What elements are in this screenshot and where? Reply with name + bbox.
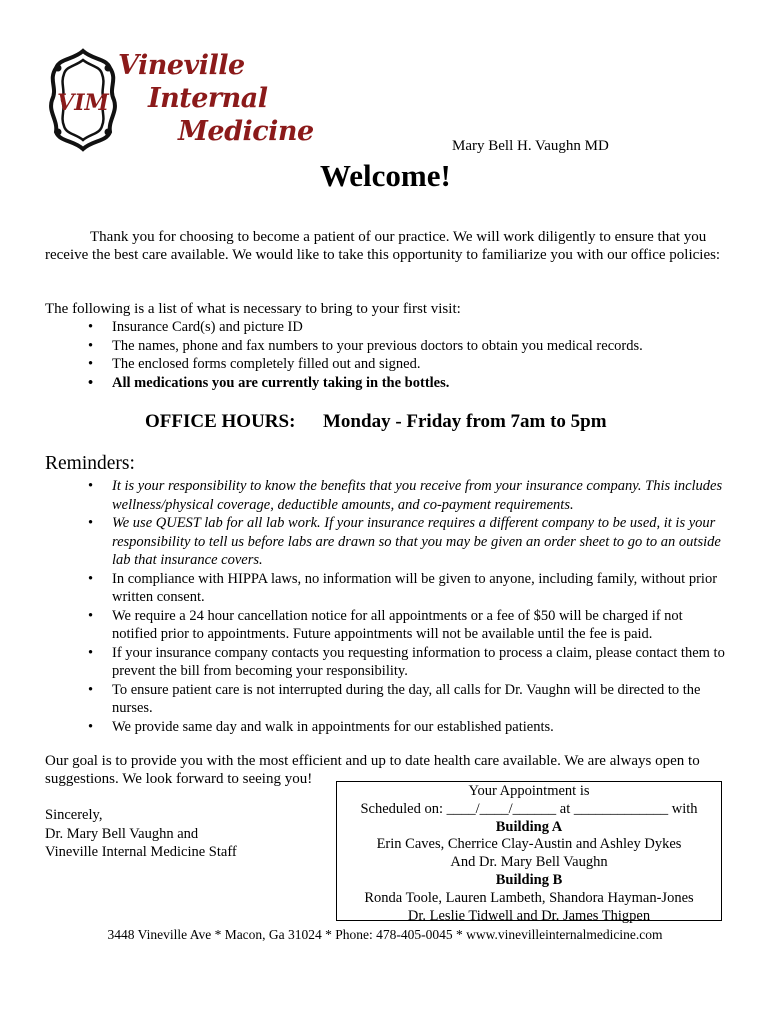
list-item: • We use QUEST lab for all lab work. If your insurance requires a different company to be used, it is your responsibility to tell us before labs are drawn so that you may be given an order sheet to go to an outside lab that insurance covers. [45, 514, 725, 570]
building-b-heading: Building B [495, 871, 563, 888]
appointment-box [336, 781, 722, 924]
signature-staff: Vineville Internal Medicine Staff [45, 844, 237, 860]
first-visit-intro: The following is a list of what is necessary to bring to your first visit: [45, 301, 461, 317]
list-item: • We provide same day and walk in appointments for our established patients. [45, 718, 725, 737]
footer-address: 3448 Vineville Ave * Macon, Ga 31024 * Phone: 478-405-0045 * www.vinevilleinternalmedicine.com [107, 927, 663, 942]
building-a-heading: Building A [495, 818, 563, 835]
logo-line-medicine: Medicine [178, 116, 314, 147]
appointment-scheduled-field[interactable]: Scheduled on: ____/____/______ at _____________ with [360, 800, 698, 817]
goal-paragraph: Our goal is to provide you with the most efficient and up to date health care available. We are always open to suggestions. We look forward to seeing you! [45, 753, 700, 787]
list-item: • All medications you are currently taking in the bottles. [45, 374, 725, 393]
intro-paragraph [45, 228, 725, 264]
vineville-logo-emblem [48, 48, 118, 152]
office-hours-value: Monday - Friday from 7am to 5pm [323, 411, 607, 432]
logo-monogram: VIM [57, 90, 109, 116]
list-item: • In compliance with HIPPA laws, no information will be given to anyone, including family, without prior written consent. [45, 570, 725, 607]
list-item: • It is your responsibility to know the benefits that you receive from your insurance company. This includes wellness/physical coverage, deductible amounts, and co-payment requirements. [45, 477, 725, 514]
building-a-staff: Erin Caves, Cherrice Clay-Austin and Ashley Dykes [376, 836, 682, 853]
signature-closing: Sincerely, [45, 807, 103, 823]
welcome-heading: Welcome! [320, 158, 451, 193]
office-hours [145, 411, 607, 433]
reminders-list [45, 477, 725, 736]
office-hours-label: OFFICE HOURS: [145, 411, 296, 432]
logo-line-vineville: Vineville [118, 50, 245, 81]
list-item: • The enclosed forms completely filled out and signed. [45, 355, 725, 374]
list-item: • If your insurance company contacts you requesting information to process a claim, please contact them to prevent the bill from becoming your responsibility. [45, 644, 725, 681]
list-item: • We require a 24 hour cancellation notice for all appointments or a fee of $50 will be charged if not notified prior to appointments. Future appointments will not be available until the fee is paid. [45, 607, 725, 644]
appointment-title: Your Appointment is [468, 783, 590, 799]
list-item: • To ensure patient care is not interrupted during the day, all calls for Dr. Vaughn will be directed to the nurses. [45, 681, 725, 718]
doctor-name: Mary Bell H. Vaughn MD [452, 138, 609, 154]
building-b-staff: Ronda Toole, Lauren Lambeth, Shandora Hayman-Jones [364, 889, 694, 906]
logo-line-internal: Internal [148, 83, 268, 114]
list-item: • Insurance Card(s) and picture ID [45, 318, 725, 337]
reminders-heading: Reminders: [45, 453, 135, 474]
signature-block [45, 806, 237, 862]
first-visit-list [45, 318, 725, 392]
list-item: • The names, phone and fax numbers to your previous doctors to obtain you medical records. [45, 337, 725, 356]
intro-text: Thank you for choosing to become a patient of our practice. We will work diligently to ensure that you receive the best care available. We would like to take this opportunity to familiarize you with our office policies: [45, 229, 721, 263]
building-b-doctors: Dr. Leslie Tidwell and Dr. James Thigpen [407, 907, 651, 924]
signature-name: Dr. Mary Bell Vaughn and [45, 825, 199, 842]
building-a-doctor: And Dr. Mary Bell Vaughn [450, 854, 608, 871]
